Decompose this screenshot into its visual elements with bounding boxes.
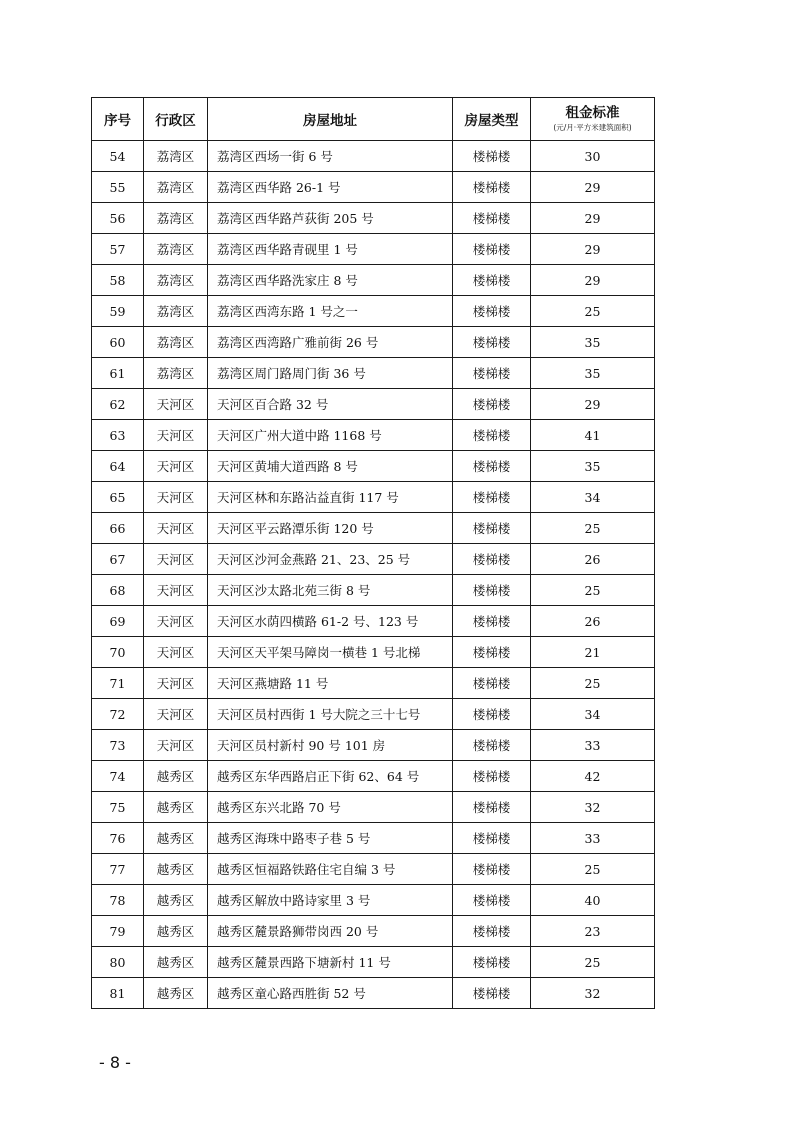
cell-type: 楼梯楼	[453, 544, 531, 575]
cell-index: 61	[92, 358, 144, 389]
cell-rent: 33	[531, 730, 655, 761]
table-row	[92, 575, 655, 606]
cell-district: 越秀区	[144, 854, 208, 885]
cell-type: 楼梯楼	[453, 885, 531, 916]
cell-index: 70	[92, 637, 144, 668]
cell-index: 78	[92, 885, 144, 916]
cell-district: 天河区	[144, 420, 208, 451]
table-row	[92, 172, 655, 203]
cell-address: 越秀区东兴北路 70 号	[208, 792, 453, 823]
cell-rent: 25	[531, 575, 655, 606]
cell-district: 天河区	[144, 513, 208, 544]
table-row	[92, 513, 655, 544]
cell-type: 楼梯楼	[453, 854, 531, 885]
table-row	[92, 947, 655, 978]
table-row	[92, 141, 655, 172]
table-row	[92, 761, 655, 792]
cell-district: 荔湾区	[144, 203, 208, 234]
cell-type: 楼梯楼	[453, 761, 531, 792]
cell-district: 荔湾区	[144, 296, 208, 327]
cell-index: 77	[92, 854, 144, 885]
cell-district: 越秀区	[144, 823, 208, 854]
cell-district: 天河区	[144, 544, 208, 575]
cell-rent: 34	[531, 482, 655, 513]
cell-index: 69	[92, 606, 144, 637]
cell-address: 越秀区麓景西路下塘新村 11 号	[208, 947, 453, 978]
cell-type: 楼梯楼	[453, 482, 531, 513]
cell-address: 荔湾区周门路周门街 36 号	[208, 358, 453, 389]
table-row	[92, 358, 655, 389]
cell-rent: 25	[531, 296, 655, 327]
cell-index: 64	[92, 451, 144, 482]
cell-type: 楼梯楼	[453, 296, 531, 327]
table-body	[92, 141, 655, 1009]
cell-type: 楼梯楼	[453, 234, 531, 265]
table-row	[92, 978, 655, 1009]
rent-table	[91, 97, 655, 1009]
header-type: 房屋类型	[453, 98, 531, 141]
cell-address: 越秀区解放中路诗家里 3 号	[208, 885, 453, 916]
cell-type: 楼梯楼	[453, 792, 531, 823]
cell-address: 天河区黄埔大道西路 8 号	[208, 451, 453, 482]
cell-rent: 33	[531, 823, 655, 854]
table-row	[92, 420, 655, 451]
cell-address: 越秀区东华西路启正下街 62、64 号	[208, 761, 453, 792]
cell-rent: 35	[531, 451, 655, 482]
cell-index: 71	[92, 668, 144, 699]
cell-address: 荔湾区西华路洗家庄 8 号	[208, 265, 453, 296]
cell-district: 天河区	[144, 575, 208, 606]
table-row	[92, 606, 655, 637]
table-row	[92, 637, 655, 668]
cell-rent: 25	[531, 668, 655, 699]
cell-rent: 29	[531, 203, 655, 234]
cell-type: 楼梯楼	[453, 637, 531, 668]
cell-district: 荔湾区	[144, 358, 208, 389]
table-row	[92, 792, 655, 823]
table-header-row	[92, 98, 655, 141]
cell-type: 楼梯楼	[453, 327, 531, 358]
cell-type: 楼梯楼	[453, 668, 531, 699]
cell-address: 荔湾区西湾东路 1 号之一	[208, 296, 453, 327]
cell-district: 荔湾区	[144, 141, 208, 172]
table-row	[92, 823, 655, 854]
cell-rent: 29	[531, 389, 655, 420]
cell-type: 楼梯楼	[453, 730, 531, 761]
cell-address: 越秀区麓景路狮带岗西 20 号	[208, 916, 453, 947]
cell-district: 天河区	[144, 699, 208, 730]
cell-rent: 35	[531, 327, 655, 358]
cell-district: 天河区	[144, 482, 208, 513]
cell-type: 楼梯楼	[453, 172, 531, 203]
table-row	[92, 668, 655, 699]
cell-address: 天河区沙太路北苑三街 8 号	[208, 575, 453, 606]
header-address: 房屋地址	[208, 98, 453, 141]
cell-index: 65	[92, 482, 144, 513]
cell-type: 楼梯楼	[453, 575, 531, 606]
cell-rent: 29	[531, 172, 655, 203]
cell-district: 荔湾区	[144, 172, 208, 203]
cell-address: 天河区燕塘路 11 号	[208, 668, 453, 699]
cell-rent: 35	[531, 358, 655, 389]
cell-rent: 42	[531, 761, 655, 792]
cell-type: 楼梯楼	[453, 141, 531, 172]
table-row	[92, 296, 655, 327]
cell-index: 80	[92, 947, 144, 978]
table-row	[92, 854, 655, 885]
header-index: 序号	[92, 98, 144, 141]
cell-index: 54	[92, 141, 144, 172]
cell-rent: 41	[531, 420, 655, 451]
cell-district: 越秀区	[144, 978, 208, 1009]
cell-address: 天河区沙河金燕路 21、23、25 号	[208, 544, 453, 575]
cell-rent: 25	[531, 947, 655, 978]
cell-address: 天河区平云路潭乐街 120 号	[208, 513, 453, 544]
table-row	[92, 916, 655, 947]
cell-rent: 32	[531, 978, 655, 1009]
cell-type: 楼梯楼	[453, 451, 531, 482]
cell-address: 天河区天平架马障岗一横巷 1 号北梯	[208, 637, 453, 668]
cell-type: 楼梯楼	[453, 699, 531, 730]
cell-type: 楼梯楼	[453, 265, 531, 296]
cell-district: 越秀区	[144, 792, 208, 823]
cell-district: 越秀区	[144, 916, 208, 947]
cell-district: 荔湾区	[144, 327, 208, 358]
table-row	[92, 699, 655, 730]
cell-type: 楼梯楼	[453, 203, 531, 234]
cell-district: 天河区	[144, 606, 208, 637]
cell-district: 越秀区	[144, 885, 208, 916]
cell-index: 79	[92, 916, 144, 947]
cell-rent: 21	[531, 637, 655, 668]
cell-index: 68	[92, 575, 144, 606]
cell-address: 越秀区童心路西胜街 52 号	[208, 978, 453, 1009]
cell-type: 楼梯楼	[453, 420, 531, 451]
cell-index: 76	[92, 823, 144, 854]
cell-type: 楼梯楼	[453, 947, 531, 978]
cell-type: 楼梯楼	[453, 606, 531, 637]
cell-index: 66	[92, 513, 144, 544]
table-row	[92, 544, 655, 575]
cell-index: 73	[92, 730, 144, 761]
cell-index: 58	[92, 265, 144, 296]
cell-rent: 34	[531, 699, 655, 730]
page-number: - 8 -	[99, 1053, 131, 1072]
table-row	[92, 730, 655, 761]
cell-rent: 40	[531, 885, 655, 916]
cell-index: 57	[92, 234, 144, 265]
cell-index: 67	[92, 544, 144, 575]
cell-address: 荔湾区西场一街 6 号	[208, 141, 453, 172]
cell-address: 天河区百合路 32 号	[208, 389, 453, 420]
cell-rent: 25	[531, 513, 655, 544]
cell-district: 天河区	[144, 451, 208, 482]
cell-address: 荔湾区西华路 26-1 号	[208, 172, 453, 203]
cell-index: 75	[92, 792, 144, 823]
cell-address: 越秀区海珠中路枣子巷 5 号	[208, 823, 453, 854]
cell-address: 天河区员村西街 1 号大院之三十七号	[208, 699, 453, 730]
cell-rent: 26	[531, 544, 655, 575]
cell-type: 楼梯楼	[453, 823, 531, 854]
cell-rent: 26	[531, 606, 655, 637]
cell-index: 55	[92, 172, 144, 203]
header-district: 行政区	[144, 98, 208, 141]
cell-address: 天河区林和东路沾益直街 117 号	[208, 482, 453, 513]
header-rent-unit: (元/月·平方米建筑面积)	[553, 123, 632, 132]
cell-index: 59	[92, 296, 144, 327]
cell-address: 越秀区恒福路铁路住宅自编 3 号	[208, 854, 453, 885]
table-row	[92, 389, 655, 420]
cell-district: 天河区	[144, 637, 208, 668]
cell-address: 天河区广州大道中路 1168 号	[208, 420, 453, 451]
table-row	[92, 234, 655, 265]
cell-address: 天河区水荫四横路 61-2 号、123 号	[208, 606, 453, 637]
cell-district: 越秀区	[144, 761, 208, 792]
table-row	[92, 203, 655, 234]
table-row	[92, 482, 655, 513]
cell-rent: 29	[531, 234, 655, 265]
cell-rent: 30	[531, 141, 655, 172]
cell-address: 荔湾区西华路青砚里 1 号	[208, 234, 453, 265]
cell-address: 天河区员村新村 90 号 101 房	[208, 730, 453, 761]
header-rent-label: 租金标准	[565, 105, 620, 121]
cell-district: 荔湾区	[144, 265, 208, 296]
cell-index: 63	[92, 420, 144, 451]
cell-type: 楼梯楼	[453, 358, 531, 389]
cell-district: 荔湾区	[144, 234, 208, 265]
cell-rent: 25	[531, 854, 655, 885]
cell-type: 楼梯楼	[453, 389, 531, 420]
cell-district: 天河区	[144, 730, 208, 761]
cell-index: 74	[92, 761, 144, 792]
cell-index: 56	[92, 203, 144, 234]
cell-address: 荔湾区西湾路广雅前街 26 号	[208, 327, 453, 358]
cell-index: 60	[92, 327, 144, 358]
table-row	[92, 451, 655, 482]
cell-rent: 23	[531, 916, 655, 947]
cell-index: 72	[92, 699, 144, 730]
header-rent	[531, 98, 655, 141]
cell-rent: 32	[531, 792, 655, 823]
cell-index: 62	[92, 389, 144, 420]
cell-rent: 29	[531, 265, 655, 296]
cell-district: 天河区	[144, 389, 208, 420]
table-row	[92, 265, 655, 296]
cell-address: 荔湾区西华路芦荻街 205 号	[208, 203, 453, 234]
cell-district: 越秀区	[144, 947, 208, 978]
table-row	[92, 885, 655, 916]
cell-type: 楼梯楼	[453, 513, 531, 544]
cell-index: 81	[92, 978, 144, 1009]
cell-type: 楼梯楼	[453, 916, 531, 947]
table-row	[92, 327, 655, 358]
cell-district: 天河区	[144, 668, 208, 699]
cell-type: 楼梯楼	[453, 978, 531, 1009]
